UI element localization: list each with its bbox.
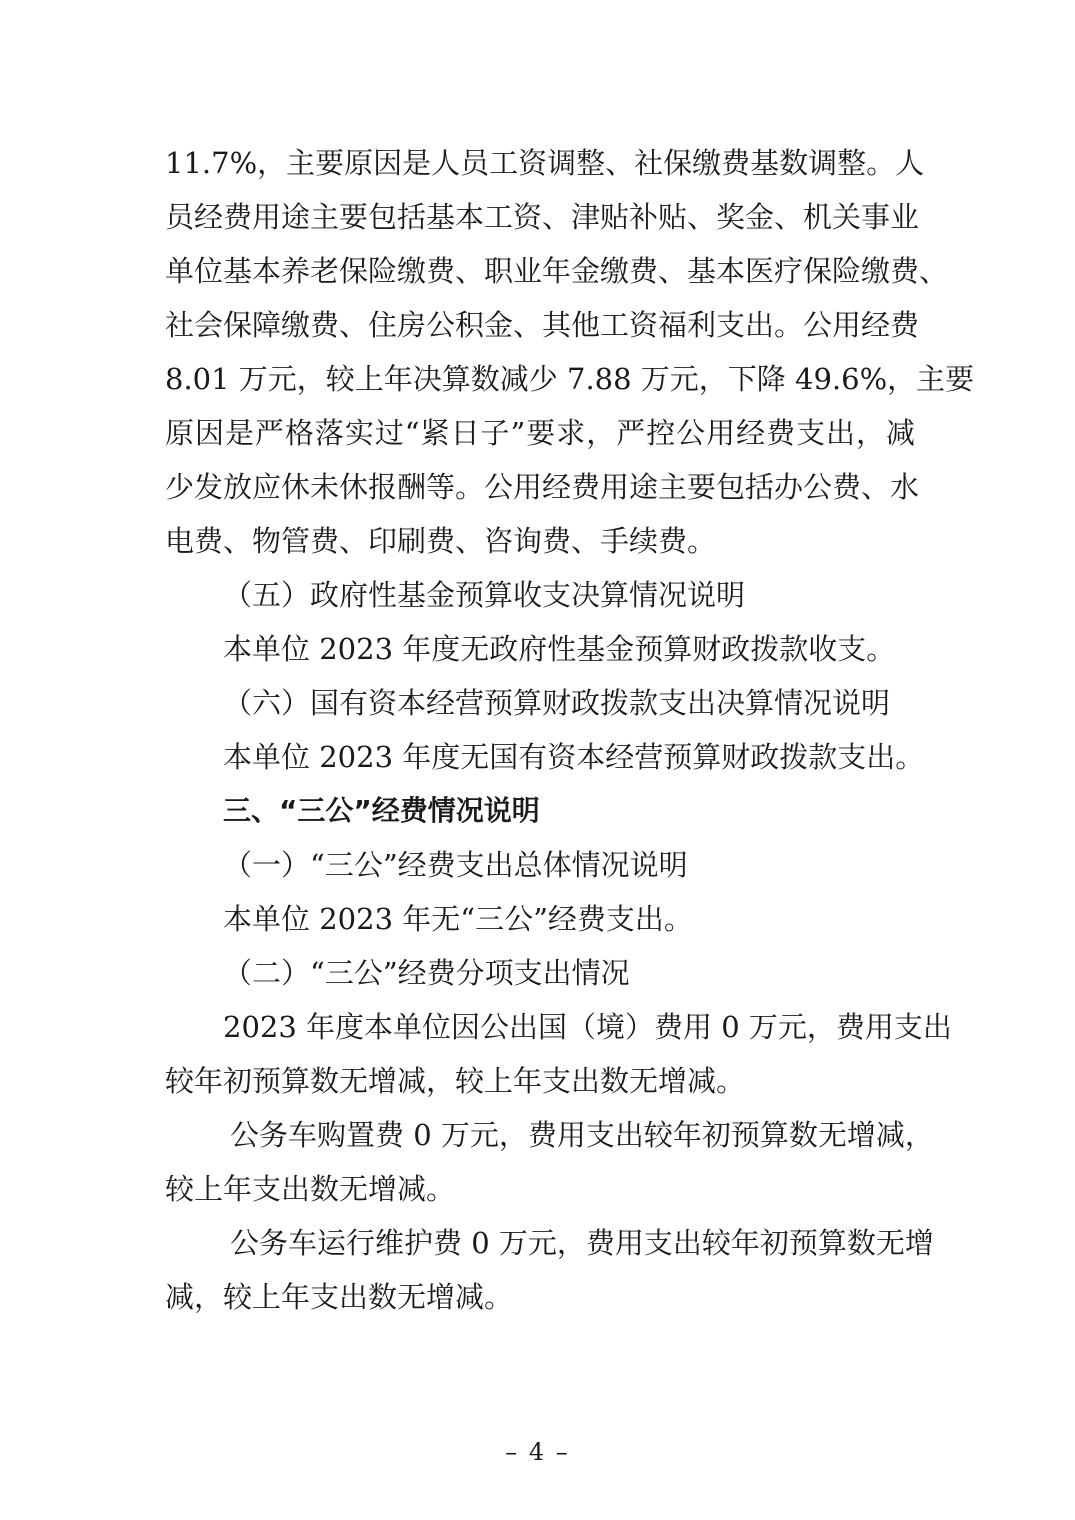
paragraph-line: 少发放应休未休报酬等。公用经费用途主要包括办公费、水 [165,470,920,504]
paragraph-line: 社会保障缴费、住房公积金、其他工资福利支出。公用经费 [165,308,920,342]
section-heading-6: （六）国有资本经营预算财政拨款支出决算情况说明 [223,686,891,720]
car-purchase-line: 较上年支出数无增减。 [165,1172,456,1206]
subsection-2-heading: （二）“三公”经费分项支出情况 [223,956,630,990]
page-number: – 4 – [505,1438,570,1466]
travel-expense-line: 2023 年度本单位因公出国（境）费用 0 万元，费用支出 [223,1010,952,1044]
subsection-1-text: 本单位 2023 年无“三公”经费支出。 [223,902,693,936]
travel-expense-line: 较年初预算数无增减，较上年支出数无增减。 [165,1064,746,1098]
paragraph-line: 原因是严格落实过“紧日子”要求，严控公用经费支出，减 [165,416,915,450]
section-6-text: 本单位 2023 年度无国有资本经营预算财政拨款支出。 [223,740,925,774]
paragraph-line: 电费、物管费、印刷费、咨询费、手续费。 [165,524,717,558]
car-purchase-line: 公务车购置费 0 万元，费用支出较年初预算数无增减， [230,1118,934,1152]
paragraph-line: 员经费用途主要包括基本工资、津贴补贴、奖金、机关事业 [165,200,920,234]
paragraph-line: 8.01 万元，较上年决算数减少 7.88 万元，下降 49.6%，主要 [165,362,975,396]
paragraph-line: 11.7%，主要原因是人员工资调整、社保缴费基数调整。人 [165,146,925,180]
paragraph-line: 单位基本养老保险缴费、职业年金缴费、基本医疗保险缴费、 [165,254,949,288]
car-maintenance-line: 公务车运行维护费 0 万元，费用支出较年初预算数无增 [230,1226,934,1260]
section-heading-5: （五）政府性基金预算收支决算情况说明 [223,578,746,612]
car-maintenance-line: 减，较上年支出数无增减。 [165,1280,514,1314]
subsection-1-heading: （一）“三公”经费支出总体情况说明 [223,848,688,882]
section-3-heading: 三、“三公”经费情况说明 [223,794,540,827]
section-5-text: 本单位 2023 年度无政府性基金预算财政拨款收支。 [223,632,896,666]
